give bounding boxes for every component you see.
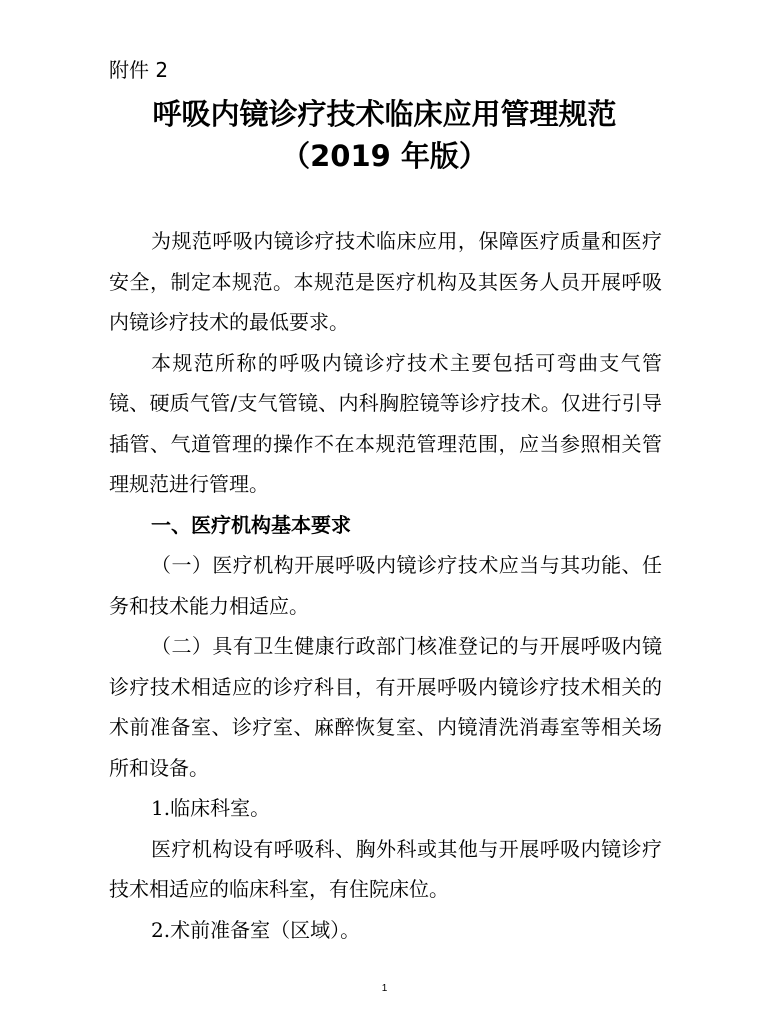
item-clinical-department: 1.临床科室。: [151, 796, 271, 820]
paragraph-scope: 本规范所称的呼吸内镜诊疗技术主要包括可弯曲支气管镜、硬质气管/支气管镜、内科胸腔镜等诊疗技术。仅进行引导插管、气道管理的操作不在本规范管理范围，应当参照相关管理规范进行管理。: [109, 350, 662, 496]
attachment-label: 附件 2: [109, 58, 169, 82]
paragraph-purpose: 为规范呼吸内镜诊疗技术临床应用，保障医疗质量和医疗安全，制定本规范。本规范是医疗机构及其医务人员开展呼吸内镜诊疗技术的最低要求。: [109, 229, 662, 334]
paragraph-clinical-department: 医疗机构设有呼吸科、胸外科或其他与开展呼吸内镜诊疗技术相适应的临床科室，有住院床位。: [109, 836, 662, 901]
clause-1: （一）医疗机构开展呼吸内镜诊疗技术应当与其功能、任务和技术能力相适应。: [109, 553, 662, 618]
document-title: 呼吸内镜诊疗技术临床应用管理规范: [152, 97, 617, 131]
section-heading-institution-requirements: 一、医疗机构基本要求: [151, 512, 351, 537]
page-number: 1: [381, 983, 388, 994]
document-body: [109, 221, 662, 950]
clause-2: （二）具有卫生健康行政部门核准登记的与开展呼吸内镜诊疗技术相适应的诊疗科目，有开展呼吸内镜诊疗技术相关的术前准备室、诊疗室、麻醉恢复室、内镜清洗消毒室等相关场所和设备。: [109, 634, 662, 780]
item-preparation-room: 2.术前准备室（区域）。: [151, 917, 361, 942]
document-subtitle-edition: （2019 年版）: [281, 139, 488, 173]
